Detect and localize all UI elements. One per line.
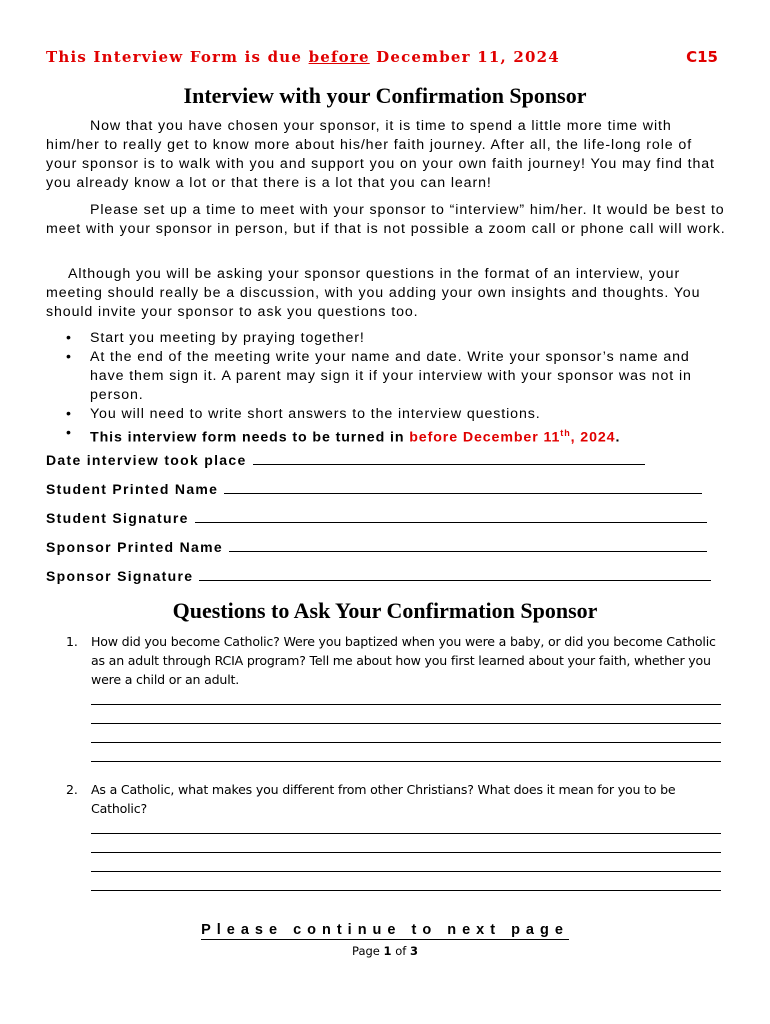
student-name-label: Student Printed Name [46, 481, 219, 497]
due-suffix: December 11, 2024 [369, 48, 560, 66]
due-prefix: This Interview Form is due [46, 48, 309, 66]
answer-line[interactable] [91, 704, 721, 705]
bullet-icon: • [66, 330, 72, 346]
student-signature-field[interactable] [46, 510, 707, 526]
answer-line[interactable] [91, 833, 721, 834]
sponsor-signature-label: Sponsor Signature [46, 568, 194, 584]
due-date-notice [46, 48, 560, 66]
list-item: • Start you meeting by praying together! [66, 330, 365, 346]
sponsor-signature-input-line[interactable] [199, 568, 711, 581]
answer-line[interactable] [91, 871, 721, 872]
list-item-deadline: • This interview form needs to be turned in before December 11th, 2024. [66, 425, 621, 446]
sponsor-name-input-line[interactable] [229, 539, 707, 552]
date-label: Date interview took place [46, 452, 247, 468]
sponsor-name-label: Sponsor Printed Name [46, 539, 223, 555]
sponsor-signature-field[interactable] [46, 568, 711, 584]
questions-title: Questions to Ask Your Confirmation Sponsor [172, 598, 598, 623]
list-item: • At the end of the meeting write your name and date. Write your sponsor’s name and have them sign it. A parent may sign it if your interview with your sponsor was not in person. [66, 349, 692, 403]
answer-line[interactable] [91, 723, 721, 724]
student-signature-label: Student Signature [46, 510, 189, 526]
date-field[interactable] [46, 452, 645, 468]
meeting-paragraph [46, 201, 726, 239]
intro-paragraph [46, 117, 726, 193]
intro-text: Now that you have chosen your sponsor, it is time to spend a little more time with him/her to really get to know more about his/her faith journey. After all, the life-long role of your sponsor is to walk with you and support you on your own faith journey! You may find that you already know a lot or that there is a lot that you can learn! [46, 118, 715, 191]
due-emphasis: before [308, 48, 370, 66]
sponsor-name-field[interactable] [46, 539, 707, 555]
page-title: Interview with your Confirmation Sponsor [183, 83, 587, 108]
list-item: • You will need to write short answers to the interview questions. [66, 406, 541, 422]
answer-line[interactable] [91, 890, 721, 891]
answer-line[interactable] [91, 852, 721, 853]
answer-line[interactable] [91, 761, 721, 762]
question-number: 1. [66, 634, 78, 649]
form-code: C15 [686, 48, 718, 66]
question-text: As a Catholic, what makes you different from other Christians? What does it mean for you to be Catholic? [91, 782, 676, 816]
instruction-list [46, 329, 726, 448]
discussion-paragraph [46, 265, 726, 322]
bullet-icon: • [66, 406, 72, 422]
answer-line[interactable] [91, 742, 721, 743]
bullet-icon: • [66, 349, 72, 365]
student-name-field[interactable] [46, 481, 702, 497]
student-name-input-line[interactable] [224, 481, 702, 494]
date-input-line[interactable] [253, 452, 645, 465]
deadline-text: before December 11 [409, 429, 561, 446]
discussion-text: Although you will be asking your sponsor questions in the format of an interview, your meeting should really be a discussion, with you adding your own insights and thoughts. You should invite your sponsor to ask you questions too. [46, 266, 701, 320]
question-number: 2. [66, 782, 78, 797]
question-2 [66, 780, 726, 818]
bullet-icon: • [66, 425, 72, 441]
page-number: Page 1 of 3 [352, 944, 418, 958]
question-1 [66, 632, 726, 689]
continue-notice: Please continue to next page [201, 922, 569, 938]
meeting-text: Please set up a time to meet with your sponsor to “interview” him/her. It would be best to meet with your sponsor in person, but if that is not possible a zoom call or phone call will work. [46, 202, 726, 237]
question-text: How did you become Catholic? Were you baptized when you were a baby, or did you become Catholic as an adult through RCIA program? Tell me about how you first learned about your faith, whether you were a child or an adult. [91, 634, 716, 687]
student-signature-input-line[interactable] [195, 510, 707, 523]
